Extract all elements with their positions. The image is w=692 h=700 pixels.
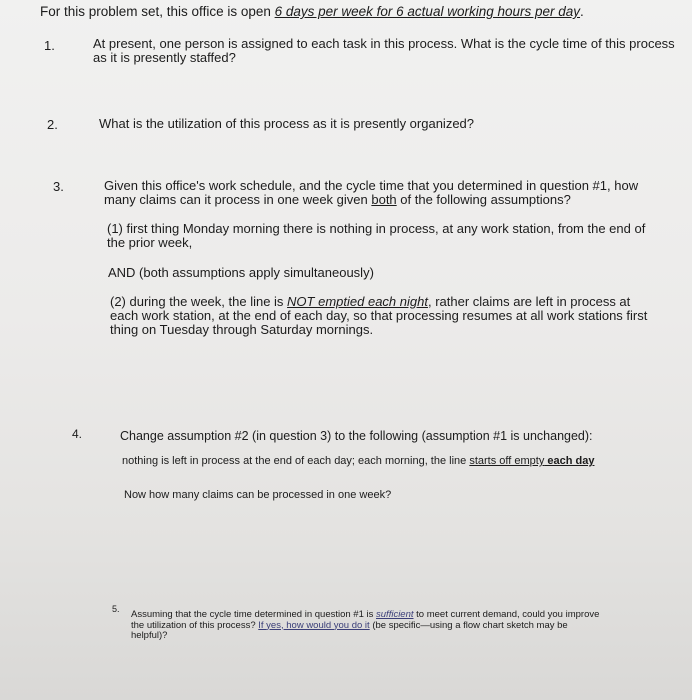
assumption-1: (1) first thing Monday morning there is nothing in process, at any work station, from the end of the prior week, (107, 221, 646, 250)
assumption-2-not: NOT (287, 294, 315, 309)
assumption-connector: AND (both assumptions apply simultaneously) (108, 265, 374, 280)
question-5-link-text: If yes, how would you do it (258, 619, 370, 631)
question-1-number: 1. (44, 38, 55, 53)
assumption-2-emphasis: emptied each night (314, 294, 428, 309)
question-3-text-after: of the following assumptions? (396, 192, 571, 207)
question-4-detail-bold: each day (544, 455, 595, 467)
question-4-text: Change assumption #2 (in question 3) to the following (assumption #1 is unchanged): (120, 429, 593, 443)
question-1-text: At present, one person is assigned to each task in this process. What is the cycle time of this process as it is presently staffed? (93, 36, 675, 65)
intro-suffix: . (580, 4, 584, 19)
question-3-emphasis: both (371, 192, 397, 207)
question-4-followup: Now how many claims can be processed in one week? (124, 489, 392, 501)
intro-schedule: 6 days per week for 6 actual working hours per day (274, 4, 581, 19)
intro-prefix: For this problem set, this office is open (40, 4, 275, 19)
question-3-number: 3. (53, 179, 64, 194)
question-3-text-before: Given this office's work schedule, and the cycle time that you determined in question #1, how many claims can it process in one week given (104, 178, 639, 207)
question-2-text: What is the utilization of this process as it is presently organized? (99, 116, 475, 131)
question-4-detail-before: nothing is left in process at the end of each day; each morning, the line (122, 455, 470, 467)
assumption-2-before: (2) during the week, the line is (110, 294, 288, 309)
question-5-number: 5. (112, 604, 120, 614)
question-4-detail-emphasis: starts off empty (469, 455, 545, 467)
question-5-emphasis: sufficient (376, 609, 414, 620)
question-2-number: 2. (47, 117, 58, 132)
question-5-text-before: Assuming that the cycle time determined in question #1 is (131, 609, 377, 620)
question-5-text (131, 610, 601, 642)
question-5-text-mid: to meet current demand, could you improve the utilization of this process? (131, 609, 600, 631)
intro-line (40, 4, 584, 19)
question-3-text (104, 179, 668, 207)
question-4-detail (122, 455, 642, 467)
question-4-number: 4. (72, 427, 83, 441)
assumption-2-after: , rather claims are left in process at each work station, at the end of each day, so that processing resumes at all work stations first thing on Tuesday through Saturday mornings. (110, 294, 648, 337)
question-5-text-after: (be specific—using a flow chart sketch may be helpful)? (131, 619, 568, 641)
assumption-2 (110, 295, 660, 337)
